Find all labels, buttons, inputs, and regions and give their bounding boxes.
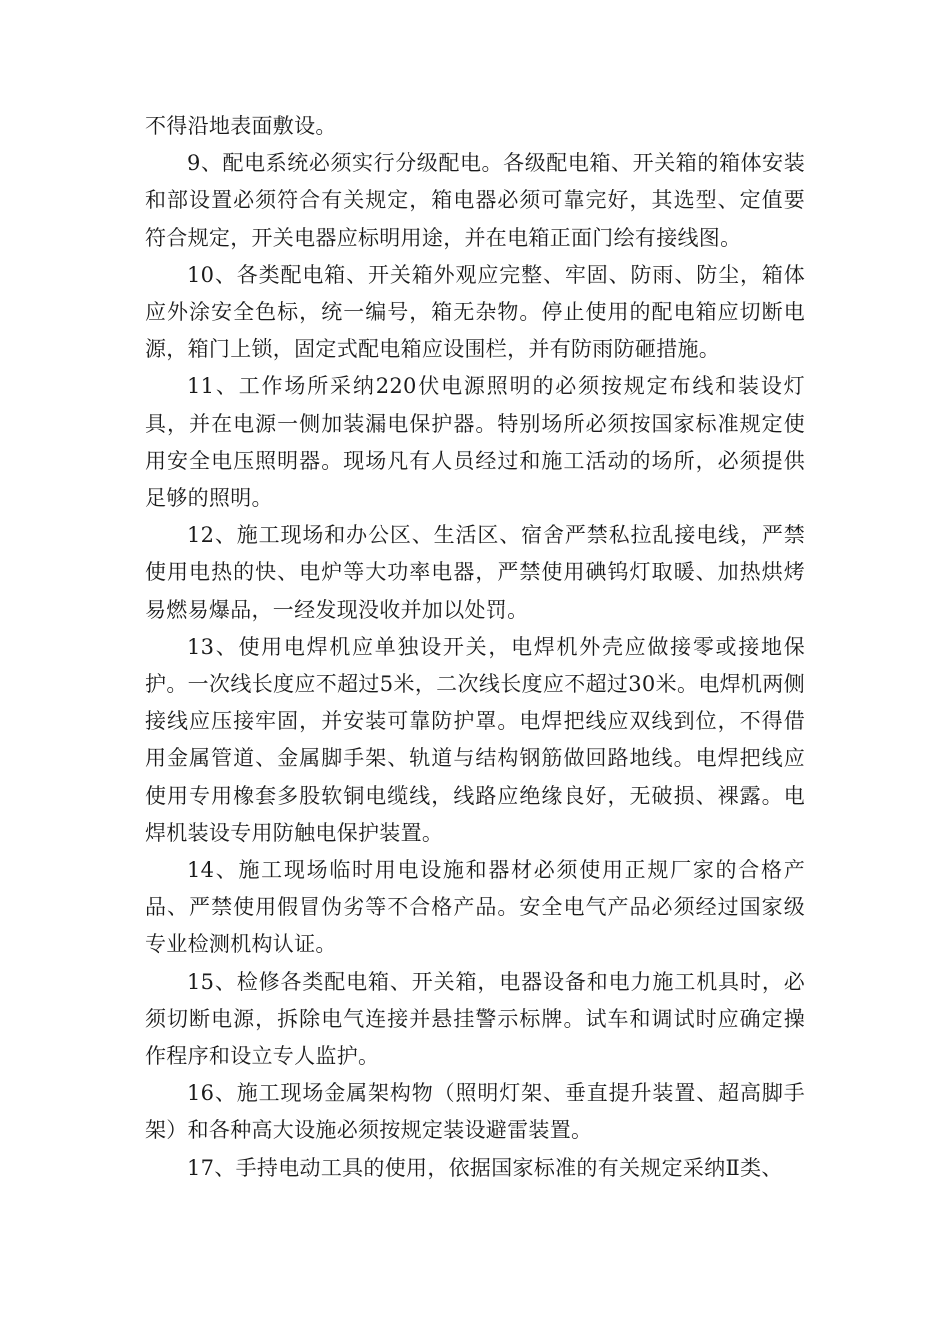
paragraph-item-9: 9、配电系统必须实行分级配电。各级配电箱、开关箱的箱体安装和部设置必须符合有关规定，箱电器必须可靠完好，其选型、定值要符合规定，开关电器应标明用途，并在电箱正面门绘有接线图。	[145, 151, 805, 250]
paragraph-item-12: 12、施工现场和办公区、生活区、宿舍严禁私拉乱接电线，严禁使用电热的快、电炉等大功率电器，严禁使用碘钨灯取暖、加热烘烤易燃易爆品，一经发现没收并加以处罚。	[145, 523, 805, 622]
paragraph-continuation: 不得沿地表面敷设。	[145, 114, 337, 138]
paragraph-item-13: 13、使用电焊机应单独设开关，电焊机外壳应做接零或接地保护。一次线长度应不超过5米，二次线长度应不超过30米。电焊机两侧接线应压接牢固，并安装可靠防护罩。电焊把线应双线到位，不得借用金属管道、金属脚手架、轨道与结构钢筋做回路地线。电焊把线应使用专用橡套多股软铜电缆线，线路应绝缘良好，无破损、裸露。电焊机装设专用防触电保护装置。	[145, 634, 805, 845]
paragraph-item-17: 17、手持电动工具的使用，依据国家标准的有关规定采纳Ⅱ类、	[187, 1155, 783, 1180]
paragraph-item-16: 16、施工现场金属架构物（照明灯架、垂直提升装置、超高脚手架）和各种高大设施必须按规定装设避雷装置。	[145, 1081, 805, 1143]
paragraph-item-10: 10、各类配电箱、开关箱外观应完整、牢固、防雨、防尘，箱体应外涂安全色标，统一编号，箱无杂物。停止使用的配电箱应切断电源，箱门上锁，固定式配电箱应设围栏，并有防雨防砸措施。	[145, 262, 805, 362]
paragraph-item-14: 14、施工现场临时用电设施和器材必须使用正规厂家的合格产品、严禁使用假冒伪劣等不合格产品。安全电气产品必须经过国家级专业检测机构认证。	[145, 858, 805, 957]
document-body	[145, 108, 805, 1187]
paragraph-item-11: 11、工作场所采纳220伏电源照明的必须按规定布线和装设灯具，并在电源一侧加装漏电保护器。特别场所必须按国家标准规定使用安全电压照明器。现场凡有人员经过和施工活动的场所，必须提供足够的照明。	[145, 374, 805, 511]
paragraph-item-15: 15、检修各类配电箱、开关箱，电器设备和电力施工机具时，必须切断电源，拆除电气连接并悬挂警示标牌。试车和调试时应确定操作程序和设立专人监护。	[145, 969, 805, 1069]
